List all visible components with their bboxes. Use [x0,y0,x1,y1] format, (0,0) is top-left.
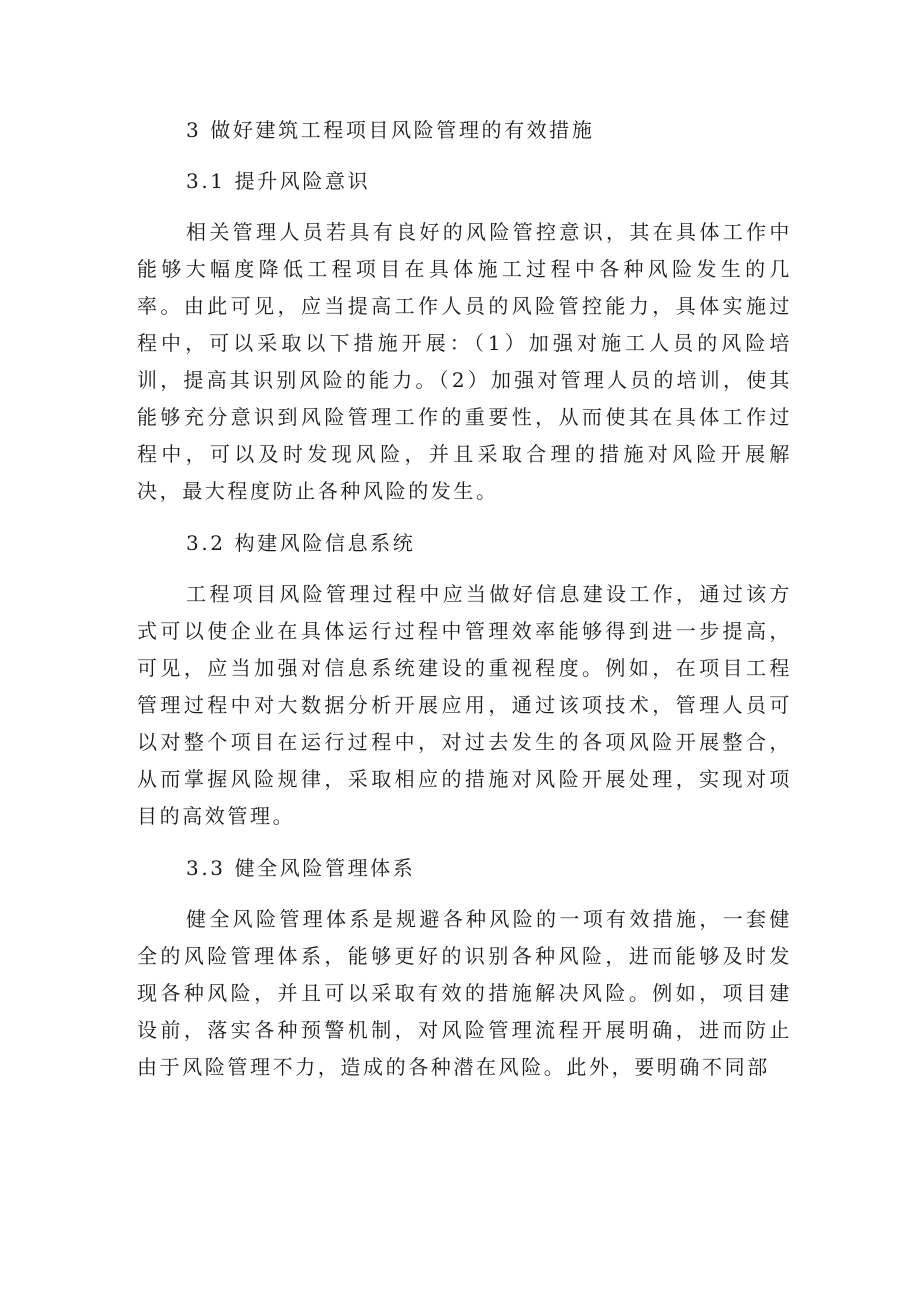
subsection-heading-3-2: 3.2 构建风险信息系统 [186,531,416,555]
section-title: 3 做好建筑工程项目风险管理的有效措施 [186,118,595,142]
subsection-paragraph-3-2: 工程项目风险管理过程中应当做好信息建设工作，通过该方式可以使企业在具体运行过程中管理效率能够得到进一步提高，可见，应当加强对信息系统建设的重视程度。例如，在项目工程管理过程中对大数据分析开展应用，通过该项技术，管理人员可以对整个项目在运行过程中，对过去发生的各项风险开展整合，从而掌握风险规律，采取相应的措施对风险开展处理，实现对项目的高效管理。 [137,582,792,828]
document-body [137,112,792,1099]
subsection-paragraph-3-1: 相关管理人员若具有良好的风险管控意识，其在具体工作中能够大幅度降低工程项目在具体施工过程中各种风险发生的几率。由此可见，应当提高工作人员的风险管控能力，具体实施过程中，可以采取以下措施开展：（1）加强对施工人员的风险培训，提高其识别风险的能力。（2）加强对管理人员的培训，使其能够充分意识到风险管理工作的重要性，从而使其在具体工作过程中，可以及时发现风险，并且采取合理的措施对风险开展解决，最大程度防止各种风险的发生。 [137,220,792,503]
subsection-heading-3-1: 3.1 提升风险意识 [186,169,371,193]
subsection-heading-3-3: 3.3 健全风险管理体系 [186,856,416,880]
subsection-paragraph-3-3: 健全风险管理体系是规避各种风险的一项有效措施，一套健全的风险管理体系，能够更好的识别各种风险，进而能够及时发现各种风险，并且可以采取有效的措施解决风险。例如，项目建设前，落实各种预警机制，对风险管理流程开展明确，进而防止由于风险管理不力，造成的各种潜在风险。此外，要明确不同部 [137,907,792,1079]
